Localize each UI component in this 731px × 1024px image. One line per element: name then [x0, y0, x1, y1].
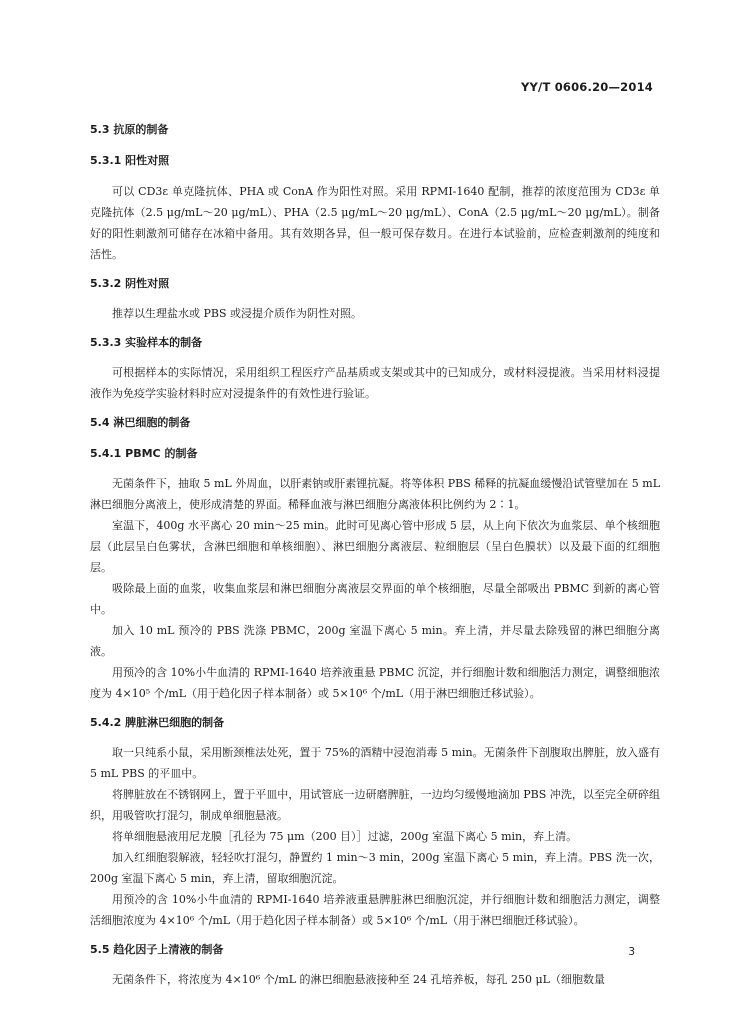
section-heading-5-3: 5.3 抗原的制备	[90, 123, 169, 136]
paragraph: 可以 CD3ε 单克隆抗体、PHA 或 ConA 作为阳性对照。采用 RPMI-1640 配制，推荐的浓度范围为 CD3ε 单克隆抗体（2.5 μg/mL～20 μg/mL）、PHA（2.5 μg/mL～20 μg/mL）、ConA（2.5 μg/mL～20 μg/mL）。制备好的阳性刺激剂可储存在冰箱中备用。其有效期各异，但一般可保存数月。在进行本试验前，应检查刺激剂的纯度和活性。	[90, 185, 660, 261]
paragraph: 用预冷的含 10%小牛血清的 RPMI-1640 培养液重悬脾脏淋巴细胞沉淀，并行细胞计数和细胞活力测定，调整活细胞浓度为 4×10⁶ 个/mL（用于趋化因子样本制备）或 5×10⁶ 个/mL（用于淋巴细胞迁移试验）。	[90, 893, 660, 927]
paragraph: 推荐以生理盐水或 PBS 或浸提介质作为阴性对照。	[112, 307, 363, 320]
section-heading-5-4: 5.4 淋巴细胞的制备	[90, 416, 191, 429]
paragraph: 将单细胞悬液用尼龙膜［孔径为 75 μm（200 目）］过滤，200g 室温下离心 5 min，弃上清。	[112, 830, 578, 843]
page-body	[90, 121, 660, 990]
paragraph: 用预冷的含 10%小牛血清的 RPMI-1640 培养液重悬 PBMC 沉淀，并行细胞计数和细胞活力测定，调整细胞浓度为 4×10⁵ 个/mL（用于趋化因子样本制备）或 5×10⁶ 个/mL（用于淋巴细胞迁移试验）。	[90, 666, 660, 700]
paragraph: 室温下，400g 水平离心 20 min～25 min。此时可见离心管中形成 5 层，从上向下依次为血浆层、单个核细胞层（此层呈白色雾状，含淋巴细胞和单核细胞）、淋巴细胞分离液层、粒细胞层（呈白色膜状）以及最下面的红细胞层。	[90, 519, 660, 574]
section-heading-5-5: 5.5 趋化因子上清液的制备	[90, 943, 224, 956]
section-heading-5-3-3: 5.3.3 实验样本的制备	[90, 336, 203, 349]
paragraph: 吸除最上面的血浆，收集血浆层和淋巴细胞分离液层交界面的单个核细胞，尽量全部吸出 PBMC 到新的离心管中。	[90, 582, 660, 616]
paragraph: 无菌条件下，将浓度为 4×10⁶ 个/mL 的淋巴细胞悬液接种至 24 孔培养板，每孔 250 μL（细胞数量	[112, 973, 605, 986]
paragraph: 将脾脏放在不锈钢网上，置于平皿中，用试管底一边研磨脾脏，一边均匀缓慢地滴加 PBS 冲洗，以至完全研碎组织，用吸管吹打混匀，制成单细胞悬液。	[90, 788, 660, 822]
section-heading-5-4-2: 5.4.2 脾脏淋巴细胞的制备	[90, 716, 225, 729]
section-heading-5-3-2: 5.3.2 阴性对照	[90, 277, 170, 290]
paragraph: 可根据样本的实际情况，采用组织工程医疗产品基质或支架或其中的已知成分，或材料浸提液。当采用材料浸提液作为免疫学实验材料时应对浸提条件的有效性进行验证。	[90, 366, 660, 400]
paragraph: 加入 10 mL 预冷的 PBS 洗涤 PBMC，200g 室温下离心 5 min。弃上清，并尽量去除残留的淋巴细胞分离液。	[90, 624, 660, 658]
section-heading-5-3-1: 5.3.1 阳性对照	[90, 154, 170, 167]
paragraph: 取一只纯系小鼠，采用断颈椎法处死，置于 75%的酒精中浸泡消毒 5 min。无菌条件下剖腹取出脾脏，放入盛有 5 mL PBS 的平皿中。	[90, 746, 660, 780]
standard-code: YY/T 0606.20—2014	[521, 80, 653, 94]
page-number: 3	[628, 946, 635, 958]
paragraph: 无菌条件下，抽取 5 mL 外周血，以肝素钠或肝素锂抗凝。将等体积 PBS 稀释的抗凝血缓慢沿试管壁加在 5 mL 淋巴细胞分离液上，使形成清楚的界面。稀释血液与淋巴细胞分离液体积比例约为 2∶1。	[90, 477, 660, 511]
paragraph: 加入红细胞裂解液，轻轻吹打混匀，静置约 1 min～3 min，200g 室温下离心 5 min，弃上清。PBS 洗一次，200g 室温下离心 5 min，弃上清，留取细胞沉淀。	[90, 851, 660, 885]
section-heading-5-4-1: 5.4.1 PBMC 的制备	[90, 447, 198, 460]
